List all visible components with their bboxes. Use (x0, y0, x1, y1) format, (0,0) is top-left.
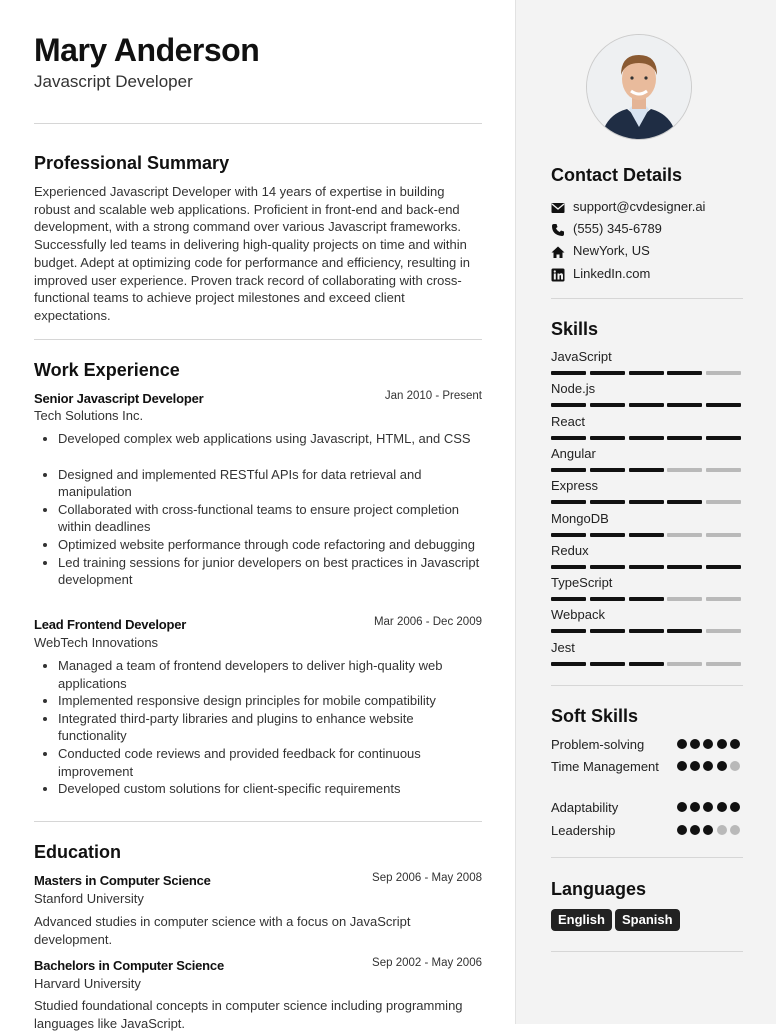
soft-skill-rating (677, 802, 743, 813)
skill-segment-filled (590, 468, 625, 472)
skill-segment-filled (590, 371, 625, 375)
skill-segment-empty (706, 629, 741, 633)
home-icon (551, 245, 565, 259)
list-item: Optimized website performance through code refactoring and debugging (58, 536, 482, 554)
envelope-icon (551, 201, 565, 215)
education-dates: Sep 2006 - May 2008 (372, 872, 482, 884)
skill-segment-filled (629, 565, 664, 569)
skills-heading: Skills (551, 319, 599, 339)
contact-heading: Contact Details (551, 165, 683, 185)
skill-segment-filled (706, 565, 741, 569)
skill-segment-filled (551, 533, 586, 537)
skill-segment-filled (551, 597, 586, 601)
skill-segment-empty (667, 533, 702, 537)
skill-name: Webpack (551, 607, 605, 623)
contact-linkedin-text[interactable]: LinkedIn.com (573, 266, 651, 281)
soft-skill-rating (677, 739, 743, 750)
skill-segment-filled (629, 629, 664, 633)
skill-level-bar (551, 403, 741, 407)
language-badge: English (551, 909, 612, 931)
divider (551, 857, 743, 858)
degree-title: Bachelors in Computer Science (34, 958, 224, 973)
soft-skill-name: Problem-solving (551, 737, 645, 752)
rating-dot-filled (690, 825, 700, 835)
skill-segment-filled (629, 500, 664, 504)
soft-skill-rating (677, 761, 743, 772)
skill-segment-filled (667, 403, 702, 407)
skill-level-bar (551, 500, 741, 504)
skill-segment-filled (590, 533, 625, 537)
skill-segment-empty (706, 500, 741, 504)
skill-segment-empty (706, 533, 741, 537)
skill-name: MongoDB (551, 510, 609, 526)
list-item: Collaborated with cross-functional teams to ensure project completion within deadlines (58, 501, 482, 536)
skill-segment-filled (667, 500, 702, 504)
rating-dot-filled (690, 739, 700, 749)
skill-segment-filled (551, 468, 586, 472)
skill-segment-filled (551, 403, 586, 407)
contact-location-text: NewYork, US (573, 243, 650, 258)
divider (34, 339, 482, 340)
skill-segment-filled (551, 371, 586, 375)
education-dates: Sep 2002 - May 2006 (372, 957, 482, 969)
rating-dot-empty (730, 761, 740, 771)
rating-dot-filled (677, 739, 687, 749)
job-bullets (34, 657, 482, 798)
skill-segment-filled (590, 565, 625, 569)
skill-segment-filled (551, 629, 586, 633)
phone-icon (551, 223, 565, 237)
job-company: WebTech Innovations (34, 635, 159, 650)
list-item: Developed custom solutions for client-specific requirements (58, 780, 482, 798)
candidate-title: Javascript Developer (34, 72, 193, 91)
skill-segment-filled (667, 565, 702, 569)
skill-segment-empty (667, 597, 702, 601)
skill-segment-filled (629, 436, 664, 440)
skill-segment-filled (629, 403, 664, 407)
degree-title: Masters in Computer Science (34, 873, 211, 888)
skill-segment-filled (551, 662, 586, 666)
rating-dot-empty (717, 825, 727, 835)
skill-segment-filled (590, 662, 625, 666)
school-name: Stanford University (34, 891, 144, 906)
education-description: Advanced studies in computer science with a focus on JavaScript development. (34, 914, 411, 947)
rating-dot-filled (677, 825, 687, 835)
soft-skill-name: Adaptability (551, 800, 619, 815)
skill-level-bar (551, 629, 741, 633)
divider (551, 951, 743, 952)
list-item: Integrated third-party libraries and plugins to enhance website functionality (58, 710, 482, 745)
skill-name: JavaScript (551, 349, 612, 364)
list-item: Implemented responsive design principles for mobile compatibility (58, 692, 482, 710)
skill-segment-filled (629, 371, 664, 375)
summary-heading: Professional Summary (34, 153, 230, 173)
education-description: Studied foundational concepts in computer science including programming languages like JavaScript. (34, 998, 463, 1031)
work-heading: Work Experience (34, 360, 180, 380)
rating-dot-filled (717, 802, 727, 812)
candidate-name: Mary Anderson (34, 32, 260, 68)
skill-segment-filled (551, 565, 586, 569)
skill-segment-empty (706, 597, 741, 601)
job-dates: Jan 2010 - Present (384, 390, 482, 402)
education-heading: Education (34, 842, 122, 862)
skill-segment-filled (629, 662, 664, 666)
list-item: Conducted code reviews and provided feedback for continuous improvement (58, 745, 482, 780)
rating-dot-filled (717, 739, 727, 749)
skill-name: Redux (551, 542, 589, 558)
school-name: Harvard University (34, 976, 141, 991)
skill-segment-filled (551, 500, 586, 504)
skill-segment-filled (706, 403, 741, 407)
skill-level-bar (551, 597, 741, 601)
job-title: Lead Frontend Developer (34, 617, 187, 632)
divider (551, 298, 743, 299)
job-title: Senior Javascript Developer (34, 391, 204, 406)
rating-dot-filled (703, 739, 713, 749)
sidebar (515, 0, 776, 1024)
divider (34, 821, 482, 822)
skill-segment-filled (667, 436, 702, 440)
skill-segment-filled (667, 371, 702, 375)
skill-segment-filled (629, 533, 664, 537)
soft-skill-name: Time Management (551, 759, 659, 774)
soft-skill-rating (677, 825, 743, 836)
skill-level-bar (551, 468, 741, 472)
skill-segment-empty (706, 371, 741, 375)
avatar (586, 34, 692, 140)
rating-dot-filled (703, 825, 713, 835)
skill-segment-filled (590, 436, 625, 440)
list-item: Led training sessions for junior developers on best practices in Javascript development (58, 554, 482, 589)
summary-text: Experienced Javascript Developer with 14 years of expertise in building robust and scalable web applications. Proficient in front-end and back-end development, with a strong command over various Javascript frameworks. Successfully led teams in delivering high-quality projects on time and within budget. Adept at optimizing code for performance and efficiency, resulting in improved user experience. Proven track record of collaborating with cross-functional teams to achieve project milestones and exceed client expectations. (34, 184, 471, 323)
list-item: Managed a team of frontend developers to deliver high-quality web applications (58, 657, 482, 692)
skill-name: Angular (551, 445, 596, 461)
rating-dot-filled (730, 739, 740, 749)
avatar-photo (587, 35, 691, 139)
skill-level-bar (551, 565, 741, 569)
rating-dot-filled (677, 761, 687, 771)
linkedin-icon (551, 268, 565, 282)
skill-segment-filled (706, 436, 741, 440)
skill-segment-filled (590, 597, 625, 601)
soft-skills-heading: Soft Skills (551, 706, 639, 726)
languages-heading: Languages (551, 879, 647, 899)
rating-dot-filled (717, 761, 727, 771)
skill-level-bar (551, 371, 741, 375)
soft-skill-name: Leadership (551, 823, 616, 838)
list-item: Designed and implemented RESTful APIs for data retrieval and manipulation (58, 466, 482, 501)
skill-segment-filled (629, 468, 664, 472)
contact-phone-text: (555) 345-6789 (573, 221, 662, 236)
skill-segment-filled (667, 629, 702, 633)
rating-dot-filled (690, 761, 700, 771)
skill-segment-empty (706, 468, 741, 472)
job-company: Tech Solutions Inc. (34, 408, 144, 423)
rating-dot-empty (730, 825, 740, 835)
skill-level-bar (551, 533, 741, 537)
language-badge: Spanish (615, 909, 680, 931)
rating-dot-filled (677, 802, 687, 812)
skill-level-bar (551, 662, 741, 666)
skill-segment-empty (667, 662, 702, 666)
contact-email-text: support@cvdesigner.ai (573, 199, 706, 214)
skill-name: Jest (551, 639, 575, 655)
skill-segment-filled (590, 629, 625, 633)
skill-name: Node.js (551, 381, 596, 397)
divider (551, 685, 743, 686)
divider (34, 123, 482, 124)
skill-segment-empty (706, 662, 741, 666)
skill-segment-filled (551, 436, 586, 440)
job-dates: Mar 2006 - Dec 2009 (373, 616, 482, 628)
rating-dot-filled (703, 802, 713, 812)
rating-dot-filled (690, 802, 700, 812)
skill-name: TypeScript (551, 575, 613, 591)
skill-segment-filled (590, 403, 625, 407)
rating-dot-filled (730, 802, 740, 812)
skill-name: Express (551, 478, 598, 494)
rating-dot-filled (703, 761, 713, 771)
skill-segment-filled (590, 500, 625, 504)
job-bullets (34, 430, 482, 589)
skill-segment-empty (667, 468, 702, 472)
list-item: Developed complex web applications using Javascript, HTML, and CSS (58, 430, 482, 448)
skill-name: React (551, 413, 585, 429)
skill-level-bar (551, 436, 741, 440)
skill-segment-filled (629, 597, 664, 601)
